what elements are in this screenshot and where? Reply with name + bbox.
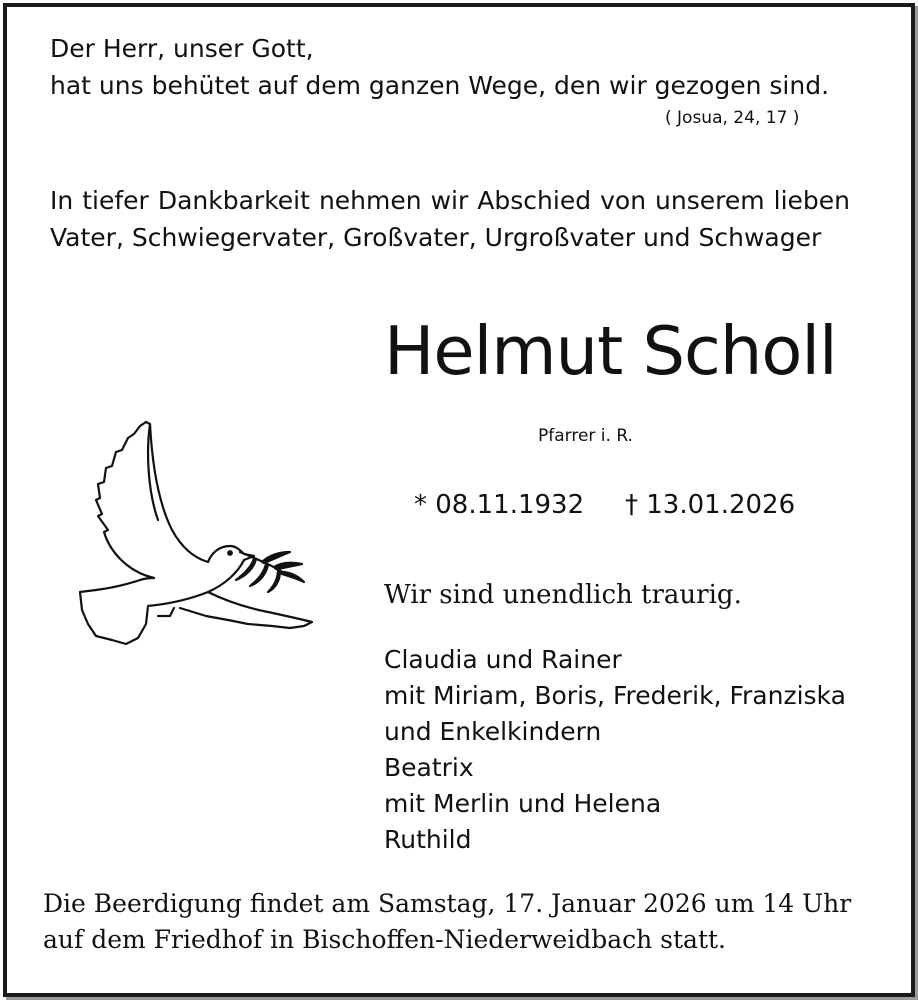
verse-reference: ( Josua, 24, 17 ) [665,108,800,128]
mourning-text: Wir sind unendlich traurig. [384,580,742,610]
family-line: Claudia und Rainer [384,645,622,674]
family-list [384,642,846,858]
verse-line-2: hat uns behütet auf dem ganzen Wege, den wir gezogen sind. [50,71,830,100]
deceased-name: Helmut Scholl [384,312,837,390]
bible-verse [50,30,829,104]
family-line: mit Miriam, Boris, Frederik, Franziska [384,681,846,710]
family-line: Beatrix [384,753,474,782]
verse-line-1: Der Herr, unser Gott, [50,34,314,63]
intro-text [50,182,850,256]
birth-date: * 08.11.1932 [414,490,585,520]
funeral-line-1: Die Beerdigung findet am Samstag, 17. Januar 2026 um 14 Uhr [43,889,852,918]
dove-with-olive-branch-icon [68,412,320,652]
death-date: † 13.01.2026 [625,490,796,520]
funeral-notice [43,886,851,958]
family-line: mit Merlin und Helena [384,789,662,818]
intro-line-2: Vater, Schwiegervater, Großvater, Urgroßvater und Schwager [50,223,822,252]
deceased-title: Pfarrer i. R. [538,426,633,446]
funeral-line-2: auf dem Friedhof in Bischoffen-Niederweidbach statt. [43,925,726,954]
family-line: und Enkelkindern [384,717,602,746]
family-line: Ruthild [384,825,472,854]
intro-line-1: In tiefer Dankbarkeit nehmen wir Abschied von unserem lieben [50,186,850,215]
